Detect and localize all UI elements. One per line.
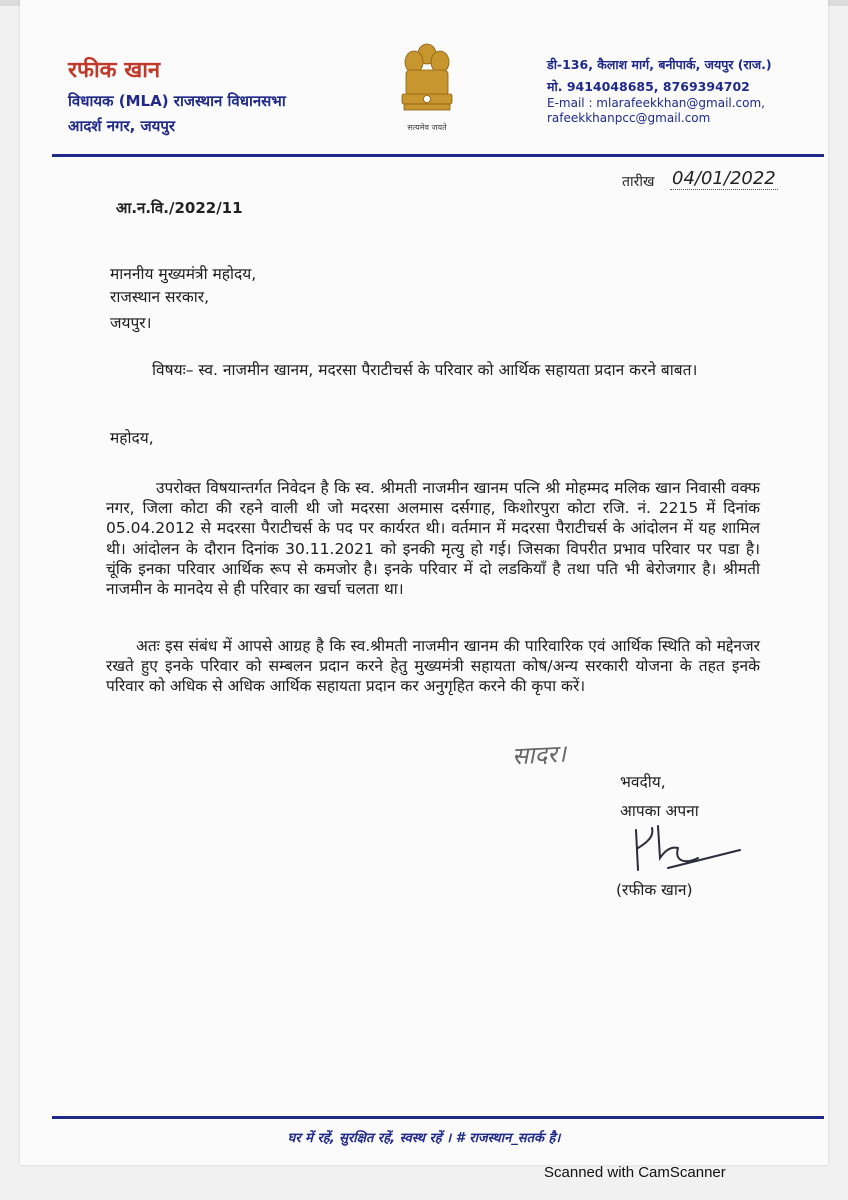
date-label: तारीख	[622, 174, 655, 190]
reference-number: आ.न.वि./2022/11	[116, 199, 243, 217]
body-paragraph-2: अतः इस संबंध में आपसे आग्रह है कि स्व.श्रीमती नाजमीन खानम की पारिवारिक एवं आर्थिक स्थिति को मद्देनजर रखते हुए इनके परिवार को सम्बलन प्रदान करने हेतु मुख्यमंत्री सहायता कोष/अन्य सरकारी योजना के तहत इनके परिवार को अधिक से अधिक आर्थिक सहायता प्रदान कर अनुगृहित करने की कृपा करें।	[106, 637, 760, 696]
signature-icon	[608, 818, 748, 878]
footer-slogan: घर में रहें, सुरक्षित रहें, स्वस्थ रहें । # राजस्थान_सतर्क है।	[287, 1131, 561, 1146]
body-paragraph-1: उपरोक्त विषयान्तर्गत निवेदन है कि स्व. श्रीमती नाजमीन खानम पत्नि श्री मोहम्मद मलिक खान निवासी वक्फ नगर, जिला कोटा की रहने वाली थी जो मदरसा अलमास दर्सगाह, किशोरपुरा कोटा रजि. नं. 2215 में दिनांक 05.04.2012 से मदरसा पैराटीचर्स के पद पर कार्यरत थी। वर्तमान में मदरसा पैराटीचर्स के आंदोलन में यह शामिल थी। आंदोलन के दौरान दिनांक 30.11.2021 को इनकी मृत्यु हो गई। जिसका विपरीत प्रभाव परिवार पर पडा है। चूंकि इनका परिवार आर्थिक रूप से कमजोर है। इनके परिवार में दो लडकियाँ है तथा पति भी बेरोजगार है। श्रीमती नाजमीन के मानदेय से ही परिवार का खर्चा चलता था।	[106, 479, 760, 599]
closing-line-2: आपका अपना	[620, 802, 699, 820]
closing-line-1: भवदीय,	[620, 773, 666, 791]
national-emblem-icon	[392, 36, 462, 136]
sender-name: रफीक खान	[68, 58, 161, 83]
sender-email-secondary: rafeekkhanpcc@gmail.com	[547, 111, 711, 125]
sender-designation: विधायक (MLA) राजस्थान विधानसभा	[68, 92, 286, 110]
recipient-line-2: राजस्थान सरकार,	[110, 288, 210, 306]
letter-page	[20, 0, 828, 1165]
date-value: 04/01/2022	[672, 168, 776, 189]
header-divider	[52, 154, 824, 157]
sender-phone: मो. 9414048685, 8769394702	[547, 79, 750, 94]
camscanner-watermark: Scanned with CamScanner	[544, 1164, 726, 1181]
handwritten-regards: सादर।	[511, 739, 567, 771]
subject-line: विषयः– स्व. नाजमीन खानम, मदरसा पैराटीचर्स के परिवार को आर्थिक सहायता प्रदान करने बाबत।	[152, 361, 698, 379]
recipient-line-1: माननीय मुख्यमंत्री महोदय,	[110, 265, 257, 283]
recipient-line-3: जयपुर।	[110, 314, 152, 332]
footer-divider	[52, 1116, 824, 1119]
sender-place: आदर्श नगर, जयपुर	[68, 117, 176, 135]
emblem-motto: सत्यमेव जयते	[407, 123, 447, 132]
sender-address: डी-136, कैलाश मार्ग, बनीपार्क, जयपुर (राज.)	[547, 57, 772, 72]
salutation: महोदय,	[110, 429, 154, 447]
sender-email-primary: E-mail : mlarafeekkhan@gmail.com,	[547, 96, 765, 110]
signatory-name: (रफीक खान)	[616, 881, 693, 899]
